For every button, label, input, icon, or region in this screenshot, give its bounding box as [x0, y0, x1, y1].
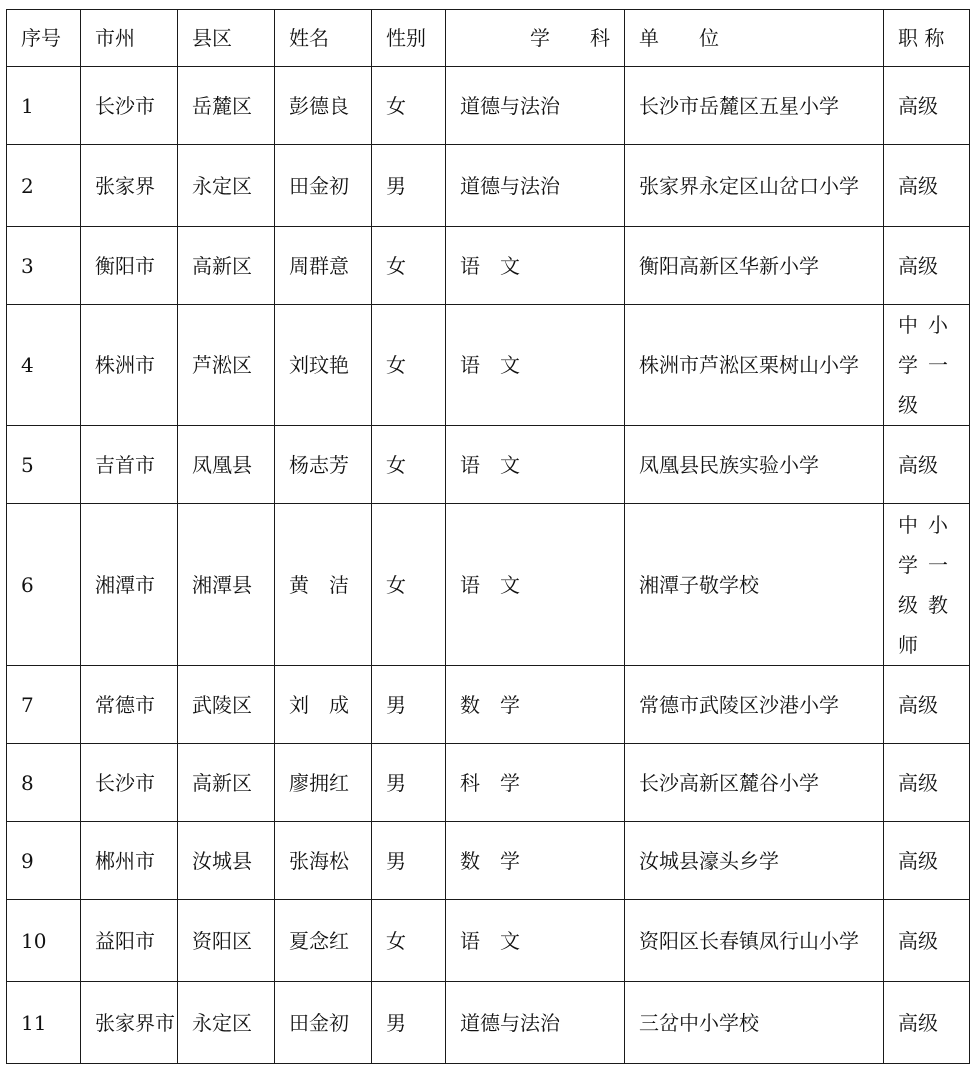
cell-unit: 张家界永定区山岔口小学 [625, 145, 884, 227]
header-subject: 学 科 [446, 10, 625, 67]
cell-subject: 道德与法治 [446, 67, 625, 145]
cell-unit: 常德市武陵区沙港小学 [625, 666, 884, 744]
cell-county: 汝城县 [178, 822, 275, 900]
cell-name: 刘玟艳 [275, 305, 372, 426]
cell-title: 高级 [884, 227, 970, 305]
cell-gender: 男 [372, 744, 446, 822]
cell-unit: 长沙市岳麓区五星小学 [625, 67, 884, 145]
table-row [7, 145, 970, 227]
cell-subject: 道德与法治 [446, 982, 625, 1064]
cell-city: 张家界市 [81, 982, 178, 1064]
cell-gender: 男 [372, 666, 446, 744]
cell-subject: 语 文 [446, 227, 625, 305]
cell-unit: 资阳区长春镇凤行山小学 [625, 900, 884, 982]
table-row [7, 227, 970, 305]
cell-county: 凤凰县 [178, 426, 275, 504]
cell-unit: 株洲市芦淞区栗树山小学 [625, 305, 884, 426]
cell-gender: 男 [372, 982, 446, 1064]
cell-county: 岳麓区 [178, 67, 275, 145]
header-county: 县区 [178, 10, 275, 67]
table-row [7, 504, 970, 666]
cell-county: 高新区 [178, 744, 275, 822]
cell-gender: 男 [372, 822, 446, 900]
cell-unit: 凤凰县民族实验小学 [625, 426, 884, 504]
cell-county: 芦淞区 [178, 305, 275, 426]
cell-subject: 数 学 [446, 666, 625, 744]
cell-city: 湘潭市 [81, 504, 178, 666]
cell-city: 张家界 [81, 145, 178, 227]
cell-name: 杨志芳 [275, 426, 372, 504]
cell-no: 1 [7, 67, 81, 145]
cell-name: 田金初 [275, 982, 372, 1064]
cell-city: 郴州市 [81, 822, 178, 900]
cell-no: 5 [7, 426, 81, 504]
table-row [7, 900, 970, 982]
cell-gender: 女 [372, 227, 446, 305]
cell-no: 8 [7, 744, 81, 822]
cell-gender: 女 [372, 426, 446, 504]
cell-subject: 语 文 [446, 305, 625, 426]
cell-no: 6 [7, 504, 81, 666]
cell-no: 10 [7, 900, 81, 982]
cell-city: 长沙市 [81, 67, 178, 145]
cell-county: 永定区 [178, 982, 275, 1064]
cell-subject: 语 文 [446, 504, 625, 666]
cell-unit: 衡阳高新区华新小学 [625, 227, 884, 305]
header-unit: 单 位 [625, 10, 884, 67]
cell-title: 高级 [884, 822, 970, 900]
cell-county: 永定区 [178, 145, 275, 227]
table-row [7, 305, 970, 426]
cell-no: 7 [7, 666, 81, 744]
cell-unit: 湘潭子敬学校 [625, 504, 884, 666]
header-name: 姓名 [275, 10, 372, 67]
cell-city: 吉首市 [81, 426, 178, 504]
cell-title: 高级 [884, 67, 970, 145]
cell-county: 资阳区 [178, 900, 275, 982]
cell-gender: 女 [372, 67, 446, 145]
table-row [7, 67, 970, 145]
cell-name: 刘 成 [275, 666, 372, 744]
cell-county: 高新区 [178, 227, 275, 305]
cell-no: 9 [7, 822, 81, 900]
cell-name: 周群意 [275, 227, 372, 305]
cell-no: 2 [7, 145, 81, 227]
header-no: 序号 [7, 10, 81, 67]
table-row [7, 426, 970, 504]
cell-title: 高级 [884, 744, 970, 822]
cell-title: 高级 [884, 426, 970, 504]
cell-title: 高级 [884, 145, 970, 227]
header-city: 市州 [81, 10, 178, 67]
cell-name: 廖拥红 [275, 744, 372, 822]
cell-title: 高级 [884, 666, 970, 744]
cell-no: 11 [7, 982, 81, 1064]
cell-gender: 女 [372, 305, 446, 426]
cell-gender: 男 [372, 145, 446, 227]
cell-subject: 数 学 [446, 822, 625, 900]
cell-title: 高级 [884, 982, 970, 1064]
cell-subject: 道德与法治 [446, 145, 625, 227]
cell-title: 中小学一级 [884, 305, 970, 426]
header-gender: 性别 [372, 10, 446, 67]
cell-subject: 科 学 [446, 744, 625, 822]
cell-no: 3 [7, 227, 81, 305]
table-body [7, 67, 970, 1064]
cell-unit: 长沙高新区麓谷小学 [625, 744, 884, 822]
cell-city: 衡阳市 [81, 227, 178, 305]
table-row [7, 822, 970, 900]
cell-name: 黄 洁 [275, 504, 372, 666]
cell-city: 益阳市 [81, 900, 178, 982]
cell-city: 株洲市 [81, 305, 178, 426]
header-row [7, 10, 970, 67]
cell-gender: 女 [372, 504, 446, 666]
cell-name: 田金初 [275, 145, 372, 227]
table-row [7, 666, 970, 744]
cell-title: 中小学一级教师 [884, 504, 970, 666]
cell-no: 4 [7, 305, 81, 426]
cell-title: 高级 [884, 900, 970, 982]
cell-subject: 语 文 [446, 900, 625, 982]
cell-name: 夏念红 [275, 900, 372, 982]
cell-gender: 女 [372, 900, 446, 982]
cell-subject: 语 文 [446, 426, 625, 504]
cell-county: 湘潭县 [178, 504, 275, 666]
cell-unit: 汝城县濠头乡学 [625, 822, 884, 900]
cell-county: 武陵区 [178, 666, 275, 744]
table-row [7, 744, 970, 822]
cell-unit: 三岔中小学校 [625, 982, 884, 1064]
cell-city: 常德市 [81, 666, 178, 744]
cell-name: 彭德良 [275, 67, 372, 145]
cell-name: 张海松 [275, 822, 372, 900]
teacher-table [6, 9, 970, 1064]
header-title: 职 称 [884, 10, 970, 67]
cell-city: 长沙市 [81, 744, 178, 822]
table-row [7, 982, 970, 1064]
